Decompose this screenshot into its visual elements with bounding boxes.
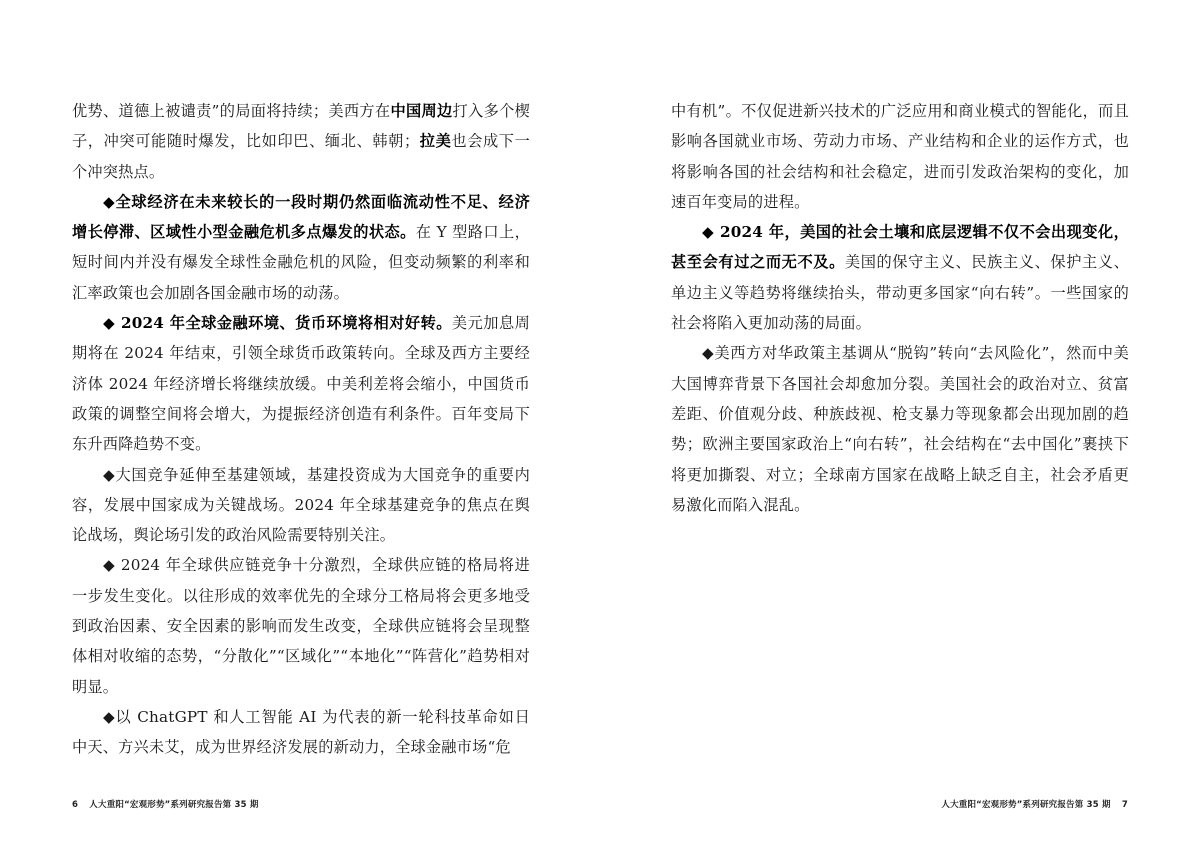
body-text: 优势、道德上被谴责”的局面将持续；美西方在	[72, 102, 391, 120]
bold-text: ◆ 2024 年全球金融环境、货币环境将相对好转。	[103, 314, 452, 333]
body-text: ◆大国竞争延伸至基建领域，基建投资成为大国竞争的重要内容，发展中国家成为关键战场。2024 年全球基建竞争的焦点在舆论战场，舆论场引发的政治风险需要特别关注。	[72, 465, 530, 545]
bold-text: 中国周边	[390, 102, 453, 120]
body-text: 打入多个楔子，冲突可能随时爆发，比如印巴、缅北、韩朝；	[72, 102, 530, 151]
body-text: 在 Y 型路口上，短时间内并没有爆发全球性金融危机的风险，但变动频繁的利率和汇率政策也会加剧各国金融市场的动荡。	[72, 223, 530, 302]
bold-text: ◆ 2024 年，美国的社会土壤和底层逻辑不仅不会出现变化，甚至会有过之而无不及。	[671, 223, 1129, 272]
body-text: 美国的保守主义、民族主义、保护主义、单边主义等趋势将继续抬头，带动更多国家“向右转”。一些国家的社会将陷入更加动荡的局面。	[671, 253, 1129, 333]
bold-text: ◆全球经济在未来较长的一段时期仍然面临流动性不足、经济增长停滞、区域性小型金融危机多点爆发的状态。	[72, 192, 530, 242]
body-text: ◆ 2024 年全球供应链竞争十分激烈，全球供应链的格局将进一步发生变化。以往形成的效率优先的全球分工格局将会更多地受到政治因素、安全因素的影响而发生改变，全球供应链将会呈现整体相对收缩的态势，“分散化”“区域化”“本地化”“阵营化”趋势相对明显。	[72, 556, 530, 696]
right-page-footer	[941, 798, 1128, 810]
body-text: 美元加息周期将在 2024 年结束，引领全球货币政策转向。全球及西方主要经济体 2024 年经济增长将继续放缓。中美利差将会缩小，中国货币政策的调整空间将会增大，为提振经济创造有利条件。百年变局下东升西降趋势不变。	[72, 314, 531, 454]
page-number: 7	[1121, 800, 1128, 810]
right-text-column	[671, 96, 1129, 520]
body-paragraph	[671, 96, 1129, 217]
body-paragraph	[671, 338, 1129, 520]
body-text: ◆美西方对华政策主基调从“脱钩”转向“去风险化”，然而中美大国博弈背景下各国社会却愈加分裂。美国社会的政治对立、贫富差距、价值观分歧、种族歧视、枪支暴力等现象都会出现加剧的趋势；欧洲主要国家政治上“向右转”，社会结构在“去中国化”裹挟下将更加撕裂、对立；全球南方国家在战略上缺乏自主，社会矛盾更易激化而陷入混乱。	[671, 344, 1129, 514]
series-title: 人大重阳“宏观形势”系列研究报告第 35 期	[89, 800, 259, 810]
bold-text: 拉美	[419, 132, 452, 151]
body-text: 中有机”。不仅促进新兴技术的广泛应用和商业模式的智能化，而且影响各国就业市场、劳动力市场、产业结构和企业的运作方式，也将影响各国的社会结构和社会稳定，进而引发政治架构的变化，加速百年变局的进程。	[671, 102, 1129, 211]
body-text: 也会成下一个冲突热点。	[72, 132, 531, 181]
body-paragraph	[671, 217, 1129, 338]
body-text: ◆以 ChatGPT 和人工智能 AI 为代表的新一轮科技革命如日中天、方兴未艾，成为世界经济发展的新动力，全球金融市场“危	[72, 707, 530, 757]
page-number: 6	[72, 800, 79, 810]
series-title: 人大重阳“宏观形势”系列研究报告第 35 期	[941, 800, 1111, 810]
